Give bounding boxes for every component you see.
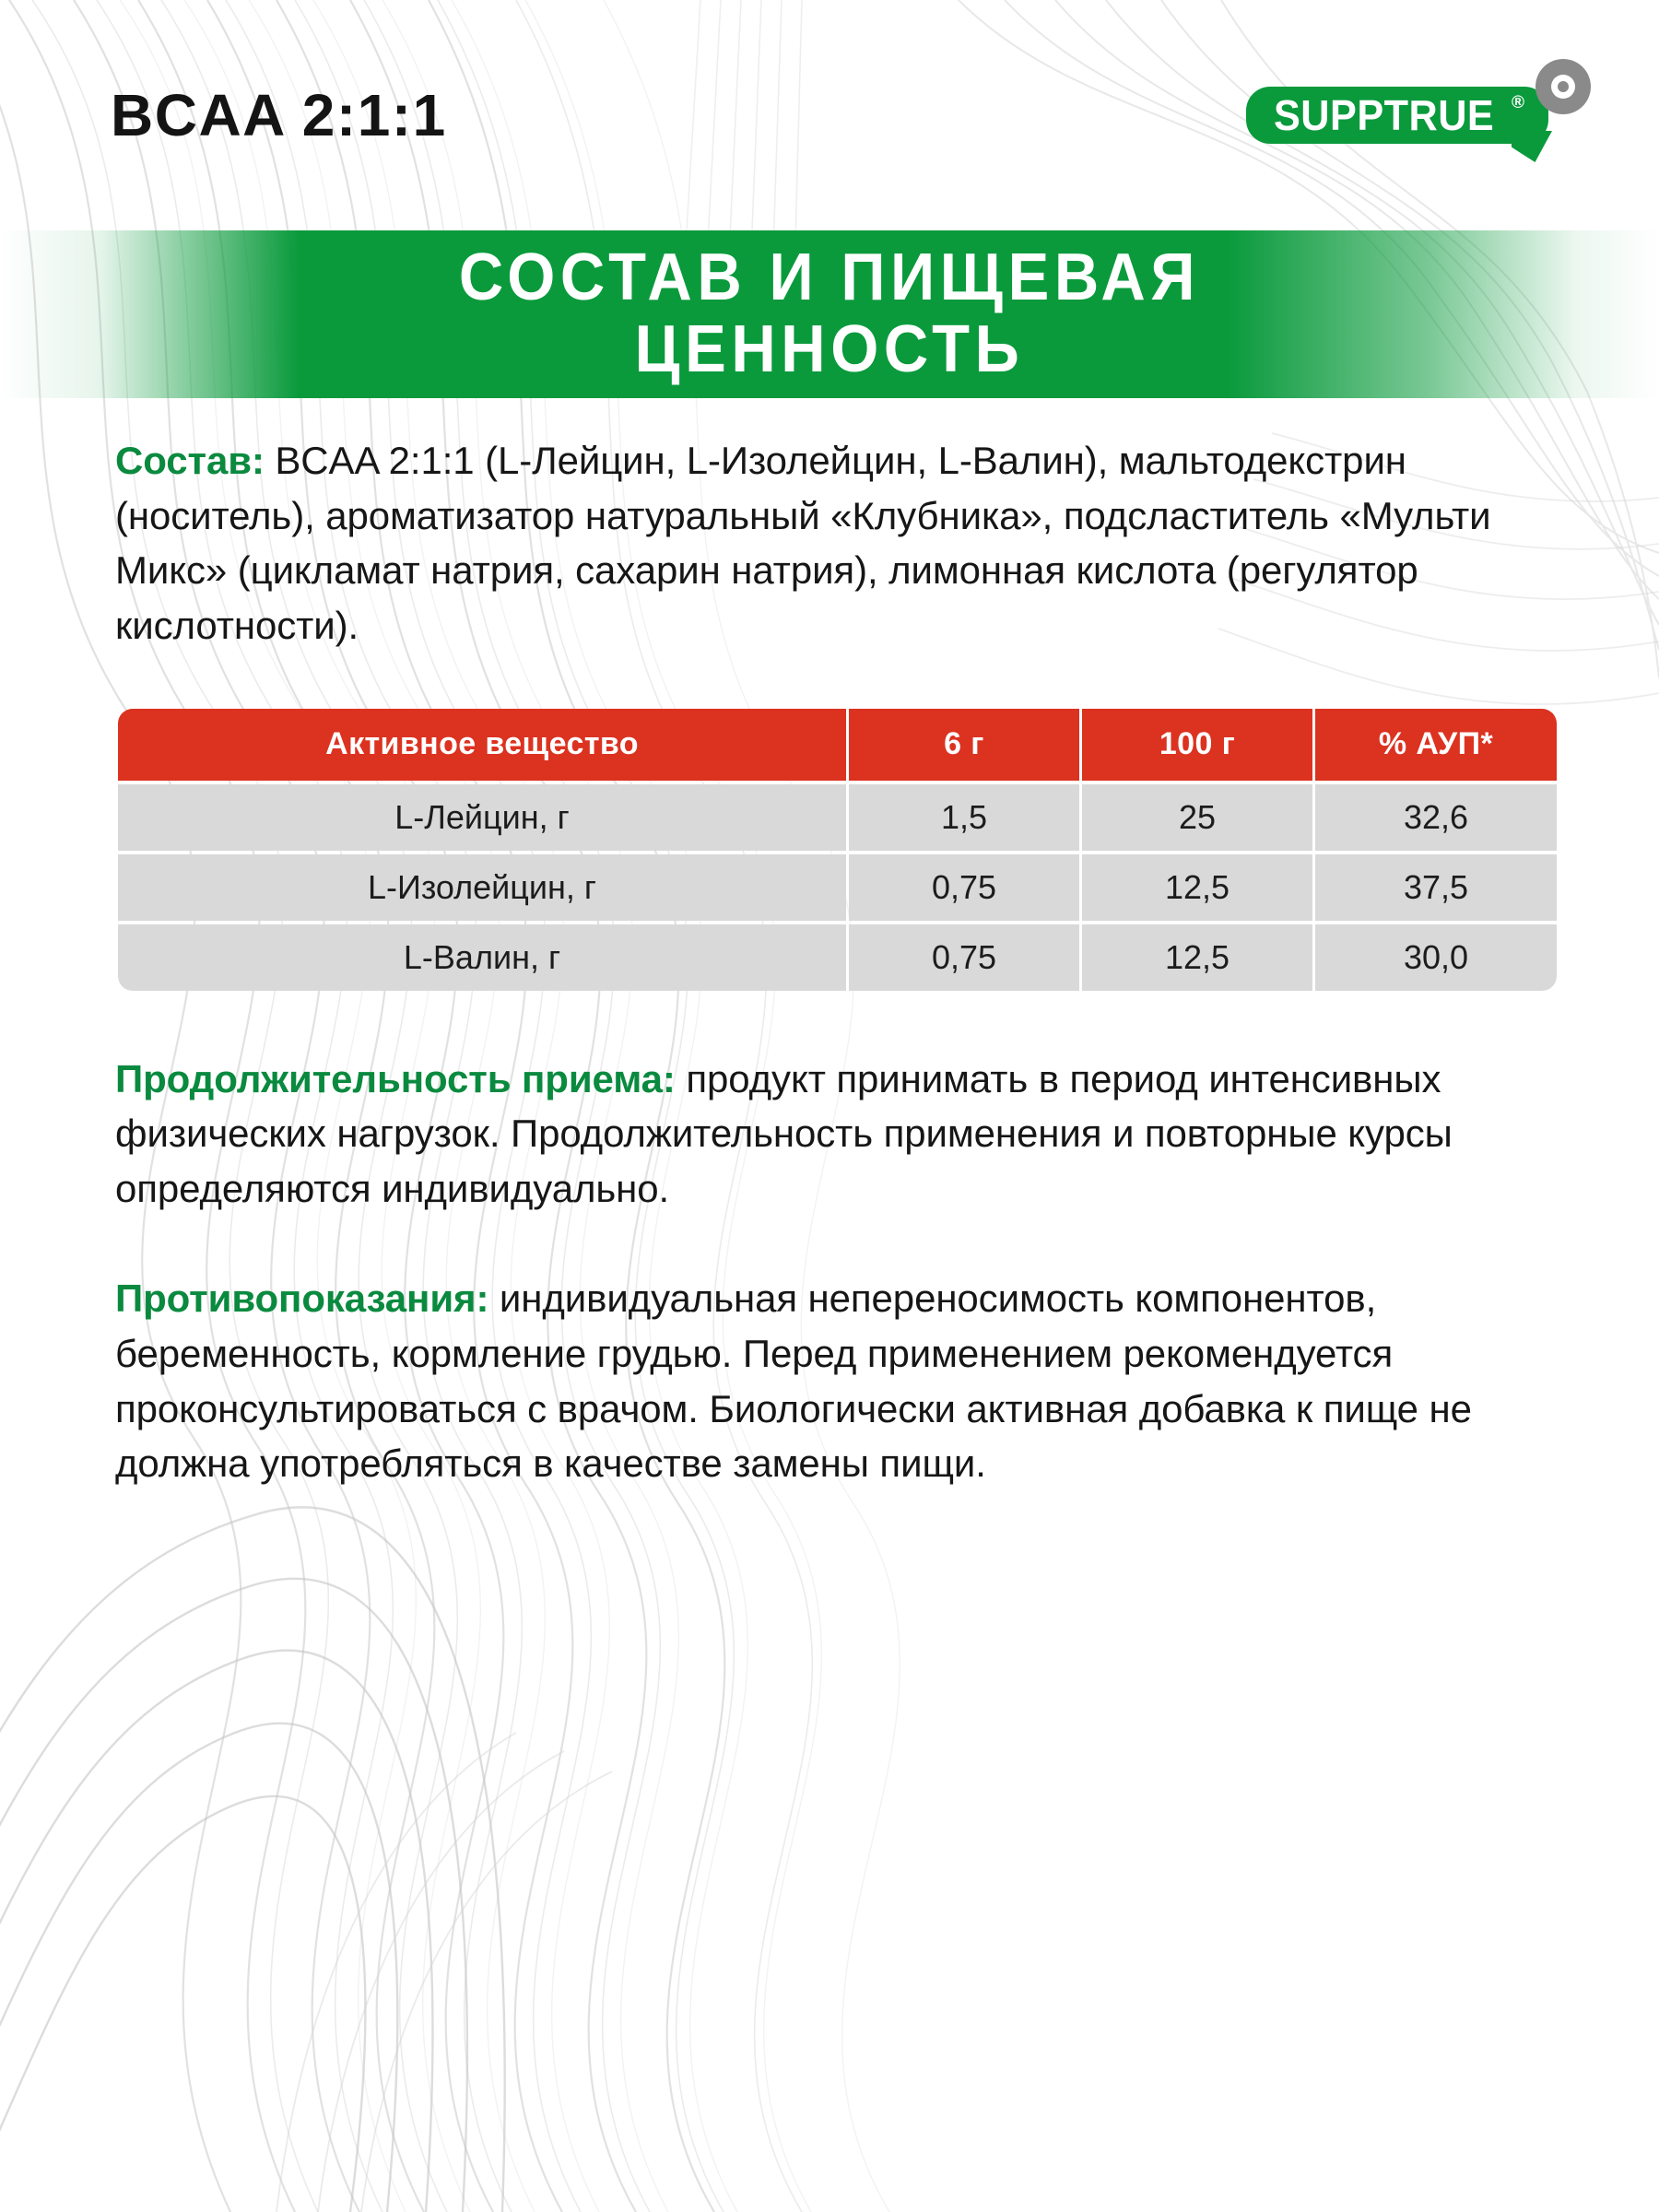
table-header-per100g: 100 г bbox=[1082, 709, 1312, 781]
contraindications-lead-label: Противопоказания: bbox=[115, 1277, 489, 1321]
weight-plate-icon bbox=[1535, 59, 1591, 114]
cell-substance: L-Лейцин, г bbox=[118, 784, 846, 851]
weight-plate-core bbox=[1558, 81, 1569, 92]
cell-per100g: 12,5 bbox=[1082, 924, 1312, 991]
table-header-serving: 6 г bbox=[849, 709, 1079, 781]
cell-serving: 1,5 bbox=[849, 784, 1079, 851]
cell-serving: 0,75 bbox=[849, 924, 1079, 991]
cell-percent: 30,0 bbox=[1315, 924, 1557, 991]
composition-body-text: BCAA 2:1:1 (L-Лейцин, L-Изолейцин, L-Валин), мальтодекстрин (носитель), ароматизатор натуральный «Клубника», подсластитель «Мульти Микс» (цикламат натрия, сахарин натрия), лимонная кислота (регулятор кислотности). bbox=[115, 439, 1491, 647]
table-row bbox=[118, 924, 1557, 991]
cell-serving: 0,75 bbox=[849, 854, 1079, 921]
page-header bbox=[0, 0, 1659, 230]
section-banner bbox=[0, 230, 1659, 398]
weight-plate-inner bbox=[1551, 75, 1575, 99]
cell-per100g: 25 bbox=[1082, 784, 1312, 851]
duration-lead-label: Продолжительность приема: bbox=[115, 1056, 676, 1100]
contraindications-paragraph bbox=[115, 1271, 1553, 1491]
logo-wordmark: SUPPTRUE bbox=[1273, 91, 1494, 139]
cell-percent: 37,5 bbox=[1315, 854, 1557, 921]
logo-arrow-tail-icon bbox=[1512, 131, 1552, 162]
logo-badge bbox=[1246, 87, 1548, 144]
cell-substance: L-Валин, г bbox=[118, 924, 846, 991]
table-header-row bbox=[118, 709, 1557, 781]
supptrue-logo bbox=[1246, 65, 1548, 166]
composition-paragraph bbox=[115, 433, 1553, 653]
page-title: BCAA 2:1:1 bbox=[111, 82, 447, 148]
cell-per100g: 12,5 bbox=[1082, 854, 1312, 921]
table-header-substance: Активное вещество bbox=[118, 709, 846, 781]
table-header-percent-ri: % АУП* bbox=[1315, 709, 1557, 781]
banner-title: СОСТАВ И ПИЩЕВАЯ ЦЕННОСТЬ bbox=[458, 241, 1201, 386]
registered-trademark-icon: ® bbox=[1512, 93, 1524, 112]
duration-body-text: продукт принимать в период интенсивных физических нагрузок. Продолжительность применения и повторные курсы определяются индивидуально. bbox=[115, 1056, 1453, 1210]
contraindications-body-text: индивидуальная непереносимость компонентов, беременность, кормление грудью. Перед применением рекомендуется проконсультироваться с врачом. Биологически активная добавка к пище не должна употребляться в качестве замены пищи. bbox=[115, 1277, 1472, 1486]
table-row bbox=[118, 784, 1557, 851]
main-content bbox=[115, 433, 1553, 1491]
nutrition-table bbox=[115, 705, 1559, 994]
composition-lead-label: Состав: bbox=[115, 439, 265, 482]
duration-paragraph bbox=[115, 1052, 1553, 1217]
table-row bbox=[118, 854, 1557, 921]
cell-substance: L-Изолейцин, г bbox=[118, 854, 846, 921]
cell-percent: 32,6 bbox=[1315, 784, 1557, 851]
